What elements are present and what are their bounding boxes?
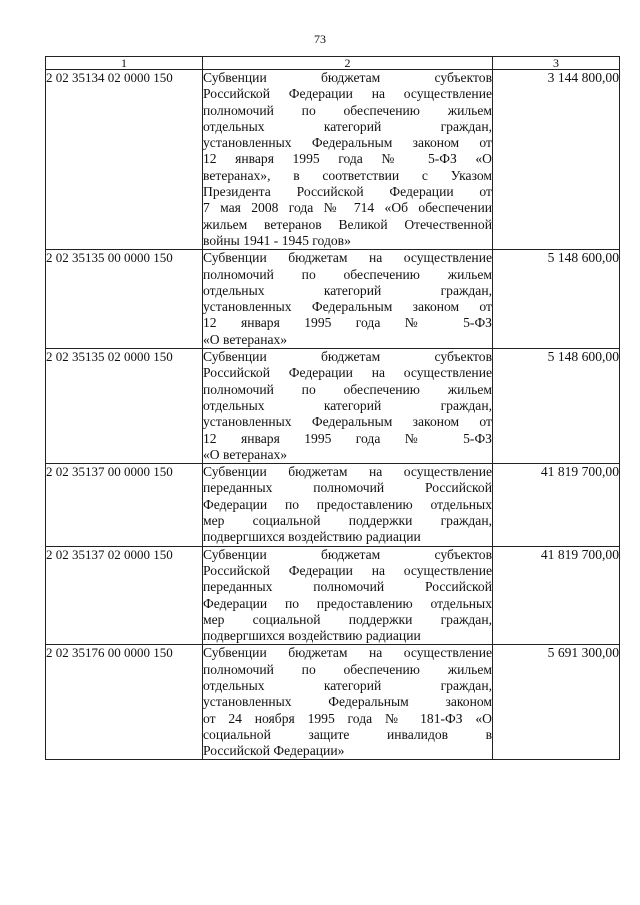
description-line: полномочий по обеспечению жильем: [203, 102, 492, 118]
description: [203, 250, 493, 349]
amount: 5 691 300,00: [493, 645, 620, 760]
description-line: Субвенции бюджетам на осуществление: [203, 645, 492, 661]
description-line: Российской Федерации на осуществление: [203, 86, 492, 102]
description: [203, 464, 493, 546]
description-line: полномочий по обеспечению жильем: [203, 381, 492, 397]
description-line: подвергшихся воздействию радиации: [203, 529, 421, 545]
table-body: [46, 70, 620, 760]
table-row: [46, 250, 620, 349]
budget-code: 2 02 35176 00 0000 150: [46, 645, 203, 760]
description-line: Субвенции бюджетам субъектов: [203, 349, 492, 365]
description-line: мер социальной поддержки граждан,: [203, 611, 492, 627]
table-row: [46, 70, 620, 250]
description-line: 12 января 1995 года № 5-ФЗ: [203, 315, 492, 331]
description-line: Субвенции бюджетам субъектов: [203, 70, 492, 85]
header-row: [46, 57, 620, 70]
description-line: Президента Российской Федерации от: [203, 184, 492, 200]
budget-table: [45, 56, 620, 760]
table-row: [46, 349, 620, 464]
description-line: полномочий по обеспечению жильем: [203, 266, 492, 282]
description-line: установленных Федеральным законом от: [203, 414, 492, 430]
amount: 5 148 600,00: [493, 250, 620, 349]
description-line: установленных Федеральным законом от: [203, 299, 492, 315]
column-header-1: 1: [46, 57, 203, 70]
description-line: подвергшихся воздействию радиации: [203, 628, 421, 644]
description-line: Федерации по предоставлению отдельных: [203, 496, 492, 512]
description-line: Федерации по предоставлению отдельных: [203, 595, 492, 611]
description-line: от 24 ноября 1995 года № 181-ФЗ «О: [203, 710, 492, 726]
description-line: переданных полномочий Российской: [203, 579, 492, 595]
description: [203, 349, 493, 464]
description-line: Российской Федерации на осуществление: [203, 365, 492, 381]
budget-code: 2 02 35134 02 0000 150: [46, 70, 203, 250]
description-line: ветеранах», в соответствии с Указом: [203, 167, 492, 183]
description-line: Российской Федерации на осуществление: [203, 562, 492, 578]
description-line: полномочий по обеспечению жильем: [203, 661, 492, 677]
amount: 3 144 800,00: [493, 70, 620, 250]
page-number: 73: [314, 32, 326, 46]
description-line: установленных Федеральным законом от: [203, 135, 492, 151]
description: [203, 645, 493, 760]
description-line: войны 1941 - 1945 годов»: [203, 232, 351, 248]
column-header-3: 3: [493, 57, 620, 70]
budget-code: 2 02 35135 00 0000 150: [46, 250, 203, 349]
description-line: «О ветеранах»: [203, 446, 288, 462]
budget-code: 2 02 35135 02 0000 150: [46, 349, 203, 464]
column-header-2: 2: [203, 57, 493, 70]
budget-code: 2 02 35137 02 0000 150: [46, 546, 203, 645]
description-line: 7 мая 2008 года № 714 «Об обеспечении: [203, 200, 492, 216]
table-row: [46, 645, 620, 760]
budget-code: 2 02 35137 00 0000 150: [46, 464, 203, 546]
description-line: 12 января 1995 года № 5-ФЗ «О: [203, 151, 492, 167]
table-row: [46, 546, 620, 645]
amount: 5 148 600,00: [493, 349, 620, 464]
description-line: Субвенции бюджетам субъектов: [203, 546, 492, 562]
description-line: «О ветеранах»: [203, 331, 288, 347]
table-row: [46, 464, 620, 546]
description-line: Российской Федерации»: [203, 743, 345, 759]
description-line: социальной защите инвалидов в: [203, 726, 492, 742]
description-line: переданных полномочий Российской: [203, 480, 492, 496]
description-line: Субвенции бюджетам на осуществление: [203, 250, 492, 266]
description-line: отдельных категорий граждан,: [203, 397, 492, 413]
description-line: жильем ветеранов Великой Отечественной: [203, 216, 492, 232]
description-line: установленных Федеральным законом: [203, 694, 492, 710]
description: [203, 70, 493, 250]
amount: 41 819 700,00: [493, 546, 620, 645]
amount: 41 819 700,00: [493, 464, 620, 546]
description-line: отдельных категорий граждан,: [203, 282, 492, 298]
description-line: Субвенции бюджетам на осуществление: [203, 464, 492, 480]
description: [203, 546, 493, 645]
description-line: отдельных категорий граждан,: [203, 118, 492, 134]
description-line: отдельных категорий граждан,: [203, 677, 492, 693]
description-line: 12 января 1995 года № 5-ФЗ: [203, 430, 492, 446]
description-line: мер социальной поддержки граждан,: [203, 513, 492, 529]
